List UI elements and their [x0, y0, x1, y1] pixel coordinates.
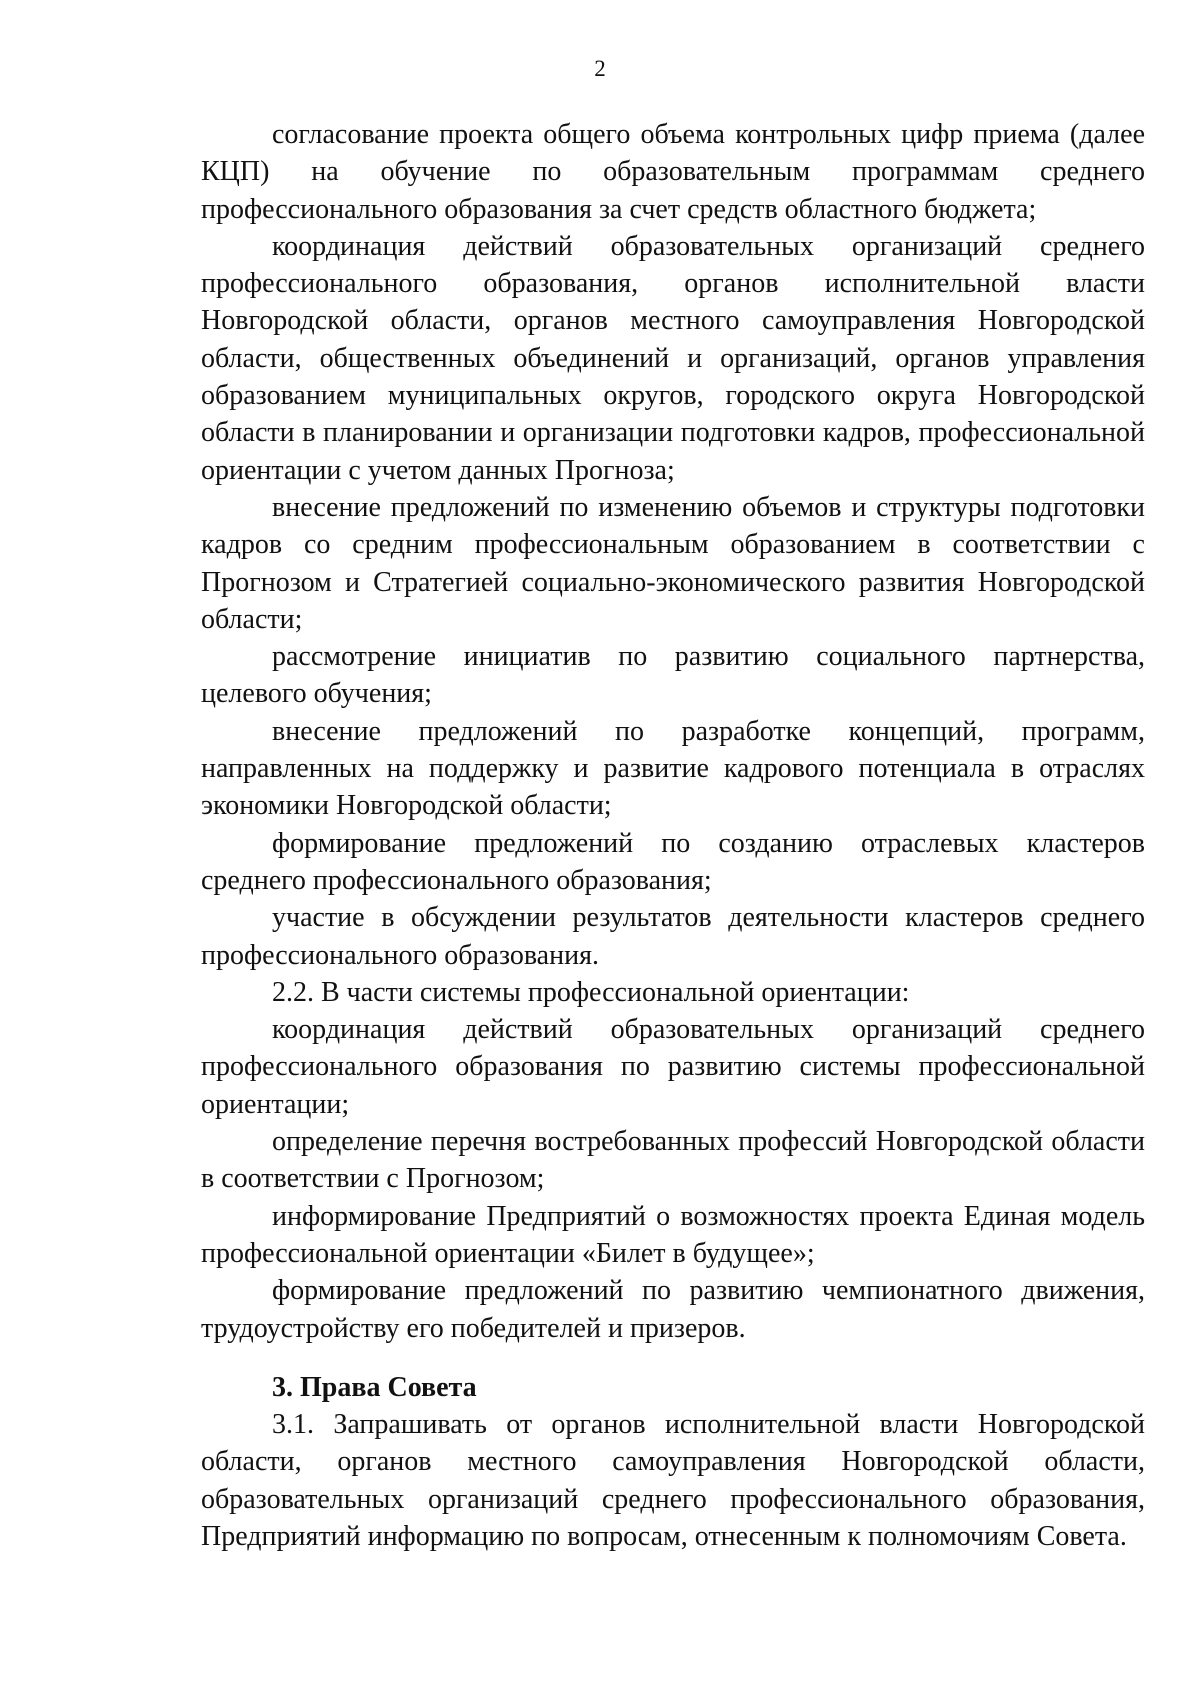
paragraph: координация действий образовательных организаций среднего профессионального образования, органов исполнительной власти Новгородской области, органов местного самоуправления Новгородской области, общественных объединений и организаций, органов управления образованием муниципальных округов, городского округа Новгородской области в планировании и организации подготовки кадров, профессиональной ориентации с учетом данных Прогноза;: [201, 230, 1145, 486]
subsection-heading: 2.2. В части системы профессиональной ориентации:: [272, 976, 910, 1008]
paragraph: формирование предложений по созданию отраслевых кластеров среднего профессионального образования;: [201, 827, 1145, 896]
page-number: 2: [594, 56, 606, 81]
paragraph: рассмотрение инициатив по развитию социального партнерства, целевого обучения;: [201, 641, 1145, 710]
paragraph: определение перечня востребованных профессий Новгородской области в соответствии с Прогнозом;: [201, 1126, 1145, 1195]
section-heading: 3. Права Совета: [272, 1371, 477, 1403]
paragraph: координация действий образовательных организаций среднего профессионального образования по развитию системы профессиональной ориентации;: [201, 1014, 1145, 1120]
paragraph: согласование проекта общего объема контрольных цифр приема (далее КЦП) на обучение по образовательным программам среднего профессионального образования за счет средств областного бюджета;: [201, 119, 1145, 225]
paragraph: участие в обсуждении результатов деятельности кластеров среднего профессионального образования.: [201, 902, 1145, 971]
document-body: [201, 116, 1145, 1555]
paragraph: формирование предложений по развитию чемпионатного движения, трудоустройству его победителей и призеров.: [201, 1275, 1145, 1344]
paragraph: информирование Предприятий о возможностях проекта Единая модель профессиональной ориентации «Билет в будущее»;: [201, 1200, 1145, 1269]
paragraph: внесение предложений по изменению объемов и структуры подготовки кадров со средним профессиональным образованием в соответствии с Прогнозом и Стратегией социально-экономического развития Новгородской области;: [201, 491, 1145, 635]
paragraph: внесение предложений по разработке концепций, программ, направленных на поддержку и развитие кадрового потенциала в отраслях экономики Новгородской области;: [201, 715, 1145, 822]
paragraph: 3.1. Запрашивать от органов исполнительной власти Новгородской области, органов местного самоуправления Новгородской области, образовательных организаций среднего профессионального образования, Предприятий информацию по вопросам, отнесенным к полномочиям Совета.: [201, 1409, 1145, 1552]
